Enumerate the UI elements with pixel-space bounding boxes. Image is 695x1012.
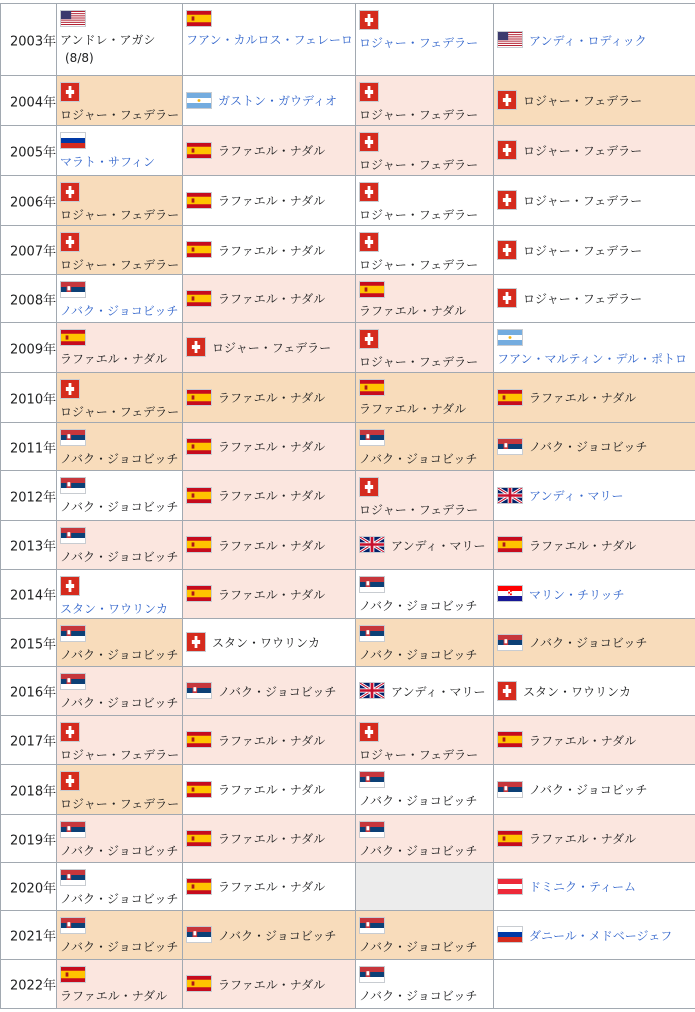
year-label: 2013年 <box>10 539 57 555</box>
es-flag-icon <box>186 389 212 406</box>
player-link[interactable]: スタン・ワウリンカ <box>60 602 169 616</box>
result-cell <box>57 960 183 1008</box>
result-cell <box>494 716 695 764</box>
table-row <box>0 423 695 471</box>
result-cell <box>183 521 356 569</box>
player-name: ロジャー・フェデラー <box>359 208 479 222</box>
es-flag-icon <box>186 142 212 159</box>
table-row <box>0 960 695 1009</box>
player-name: ラファエル・ナダル <box>218 244 326 258</box>
result-cell <box>356 471 494 520</box>
rs-flag-icon <box>359 821 385 838</box>
year-label: 2016年 <box>10 685 57 701</box>
result-cell <box>494 960 695 1008</box>
player-name: ラファエル・ナダル <box>218 832 326 846</box>
rs-flag-icon <box>60 917 86 934</box>
es-flag-icon <box>186 731 212 748</box>
es-flag-icon <box>60 966 86 983</box>
year-label: 2009年 <box>10 342 57 357</box>
es-flag-icon <box>359 379 385 396</box>
rs-flag-icon <box>60 673 86 690</box>
year-label: 2004年 <box>10 95 57 110</box>
result-cell <box>356 960 494 1008</box>
year-label: 2021年 <box>10 929 57 945</box>
player-name: ラファエル・ナダル <box>218 292 326 306</box>
gb-flag-icon <box>359 682 385 699</box>
result-cell <box>183 323 356 372</box>
ch-flag-icon <box>359 232 379 252</box>
year-cell <box>0 423 57 470</box>
result-cell <box>356 323 494 372</box>
player-name: ノバク・ジョコビッチ <box>60 550 179 564</box>
result-cell <box>356 176 494 225</box>
result-cell <box>57 863 183 910</box>
ch-flag-icon <box>497 140 517 160</box>
result-cell <box>494 226 695 274</box>
es-flag-icon <box>186 585 212 602</box>
player-name: ラファエル・ナダル <box>359 402 467 416</box>
player-name: ロジャー・フェデラー <box>60 108 180 122</box>
player-name: ラファエル・ナダル <box>529 391 637 405</box>
result-cell <box>356 423 494 470</box>
ch-flag-icon <box>359 10 379 30</box>
result-cell <box>356 716 494 764</box>
hr-flag-icon <box>497 585 523 602</box>
player-name: ノバク・ジョコビッチ <box>359 794 478 808</box>
player-name: ノバク・ジョコビッチ <box>359 599 478 613</box>
result-cell <box>183 765 356 814</box>
player-name: ラファエル・ナダル <box>218 783 326 797</box>
result-cell <box>57 667 183 715</box>
table-row <box>0 176 695 226</box>
es-flag-icon <box>186 781 212 798</box>
result-cell <box>57 176 183 225</box>
result-cell <box>183 76 356 125</box>
player-link[interactable]: マリン・チリッチ <box>529 588 625 602</box>
ch-flag-icon <box>359 722 379 742</box>
gb-flag-icon <box>359 536 385 553</box>
player-name: ラファエル・ナダル <box>218 539 326 553</box>
ch-flag-icon <box>359 132 379 152</box>
player-name: ラファエル・ナダル <box>529 832 637 846</box>
result-cell <box>494 373 695 422</box>
result-cell <box>356 4 494 75</box>
rs-flag-icon <box>60 477 86 494</box>
table-row <box>0 911 695 960</box>
ch-flag-icon <box>60 576 80 596</box>
player-name: ロジャー・フェデラー <box>60 258 180 272</box>
player-name: ロジャー・フェデラー <box>359 355 479 369</box>
player-name: ノバク・ジョコビッチ <box>529 636 648 650</box>
player-name: ラファエル・ナダル <box>359 304 467 318</box>
es-flag-icon <box>186 438 212 455</box>
player-name: アンドレ・アガシ <box>60 33 156 47</box>
result-cell <box>57 765 183 814</box>
year-cell <box>0 4 57 75</box>
player-link[interactable]: ロジャー・フェデラー <box>359 36 479 50</box>
ar-flag-icon <box>186 92 212 109</box>
result-cell <box>57 226 183 274</box>
player-name: ノバク・ジョコビッチ <box>218 685 337 699</box>
player-link[interactable]: ノバク・ジョコビッチ <box>60 304 179 318</box>
ar-flag-icon <box>497 329 523 346</box>
player-name: ラファエル・ナダル <box>529 734 637 748</box>
result-cell <box>57 716 183 764</box>
table-row <box>0 226 695 275</box>
ch-flag-icon <box>359 329 379 349</box>
year-label: 2010年 <box>10 392 57 407</box>
result-cell <box>494 275 695 322</box>
table-row <box>0 815 695 863</box>
player-link[interactable]: ダニール・メドベージェフ <box>529 929 673 943</box>
result-cell <box>183 960 356 1008</box>
year-cell <box>0 815 57 862</box>
year-label: 2019年 <box>10 833 57 848</box>
year-cell <box>0 960 57 1008</box>
result-cell <box>57 815 183 862</box>
table-row <box>0 275 695 323</box>
year-label: 2020年 <box>10 881 57 896</box>
table-row <box>0 471 695 521</box>
player-link[interactable]: ドミニク・ティーム <box>529 880 637 894</box>
result-cell <box>494 521 695 569</box>
player-name: ノバク・ジョコビッチ <box>60 844 179 858</box>
result-cell <box>494 471 695 520</box>
result-cell <box>356 126 494 175</box>
result-cell <box>356 76 494 125</box>
rs-flag-icon <box>497 781 523 798</box>
player-name: ノバク・ジョコビッチ <box>359 940 478 954</box>
table-row <box>0 570 695 619</box>
ch-flag-icon <box>497 240 517 260</box>
table-row <box>0 3 695 76</box>
es-flag-icon <box>359 281 385 298</box>
es-flag-icon <box>186 192 212 209</box>
year-cell <box>0 765 57 814</box>
ch-flag-icon <box>497 190 517 210</box>
ch-flag-icon <box>497 288 517 308</box>
player-name: ラファエル・ナダル <box>60 352 168 366</box>
player-name: ロジャー・フェデラー <box>359 108 479 122</box>
result-cell <box>183 619 356 666</box>
result-cell <box>57 521 183 569</box>
title-count-note: (8/8) <box>65 51 94 65</box>
year-cell <box>0 126 57 175</box>
player-name: ラファエル・ナダル <box>218 734 326 748</box>
year-label: 2006年 <box>10 195 57 210</box>
result-cell <box>183 126 356 175</box>
rs-flag-icon <box>60 281 86 298</box>
rs-flag-icon <box>60 821 86 838</box>
ch-flag-icon <box>359 82 379 102</box>
rs-flag-icon <box>60 869 86 886</box>
rs-flag-icon <box>497 634 523 651</box>
gb-flag-icon <box>497 487 523 504</box>
ch-flag-icon <box>359 477 379 497</box>
ch-flag-icon <box>186 632 206 652</box>
result-cell <box>57 126 183 175</box>
us-flag-icon <box>497 31 523 48</box>
es-flag-icon <box>186 487 212 504</box>
result-cell <box>57 423 183 470</box>
player-name: ロジャー・フェデラー <box>60 748 180 762</box>
table-row <box>0 521 695 570</box>
es-flag-icon <box>497 536 523 553</box>
result-cell <box>183 570 356 618</box>
year-label: 2012年 <box>10 490 57 505</box>
year-cell <box>0 667 57 715</box>
result-cell <box>183 911 356 959</box>
year-cell <box>0 521 57 569</box>
player-name: アンディ・マリー <box>391 539 486 553</box>
year-label: 2018年 <box>10 784 57 799</box>
rs-flag-icon <box>359 576 385 593</box>
player-name: アンディ・マリー <box>391 685 486 699</box>
result-cell <box>57 373 183 422</box>
player-name: ロジャー・フェデラー <box>359 748 479 762</box>
player-name: ノバク・ジョコビッチ <box>529 783 648 797</box>
result-cell <box>494 863 695 910</box>
player-name: ロジャー・フェデラー <box>60 208 180 222</box>
rs-flag-icon <box>186 926 212 943</box>
result-cell <box>57 471 183 520</box>
table-row <box>0 863 695 911</box>
result-cell <box>183 275 356 322</box>
ch-flag-icon <box>60 232 80 252</box>
player-name: ラファエル・ナダル <box>218 978 326 992</box>
result-cell <box>494 4 695 75</box>
player-name: ロジャー・フェデラー <box>212 341 332 355</box>
year-cell <box>0 176 57 225</box>
year-cell <box>0 471 57 520</box>
year-cell <box>0 619 57 666</box>
ch-flag-icon <box>60 379 80 399</box>
player-name: ノバク・ジョコビッチ <box>60 500 179 514</box>
es-flag-icon <box>186 290 212 307</box>
player-name: ロジャー・フェデラー <box>523 144 643 158</box>
result-cell <box>57 323 183 372</box>
player-name: ラファエル・ナダル <box>218 440 326 454</box>
player-name: ラファエル・ナダル <box>218 144 326 158</box>
year-label: 2005年 <box>10 145 57 160</box>
player-name: ノバク・ジョコビッチ <box>359 452 478 466</box>
year-cell <box>0 76 57 125</box>
table-row <box>0 667 695 716</box>
result-cell <box>356 815 494 862</box>
player-name: スタン・ワウリンカ <box>212 636 321 650</box>
at-flag-icon <box>497 878 523 895</box>
player-link[interactable]: アンディ・ロディック <box>529 34 647 48</box>
result-cell <box>494 667 695 715</box>
result-cell <box>356 911 494 959</box>
table-row <box>0 619 695 667</box>
player-name: ノバク・ジョコビッチ <box>60 648 179 662</box>
player-name: ノバク・ジョコビッチ <box>218 929 337 943</box>
rs-flag-icon <box>359 429 385 446</box>
rs-flag-icon <box>359 625 385 642</box>
ch-flag-icon <box>60 82 80 102</box>
result-cell <box>183 815 356 862</box>
es-flag-icon <box>186 536 212 553</box>
result-cell <box>494 423 695 470</box>
player-name: ロジャー・フェデラー <box>359 158 479 172</box>
year-cell <box>0 373 57 422</box>
year-label: 2011年 <box>10 441 57 456</box>
us-flag-icon <box>60 10 86 27</box>
es-flag-icon <box>497 389 523 406</box>
player-name: ロジャー・フェデラー <box>60 797 180 811</box>
result-cell <box>356 373 494 422</box>
ch-flag-icon <box>60 182 80 202</box>
player-name: ロジャー・フェデラー <box>523 194 643 208</box>
result-cell <box>183 471 356 520</box>
player-name: ノバク・ジョコビッチ <box>359 989 478 1003</box>
player-name: スタン・ワウリンカ <box>523 685 632 699</box>
player-name: ロジャー・フェデラー <box>523 94 643 108</box>
ch-flag-icon <box>186 337 206 357</box>
player-name: ラファエル・ナダル <box>60 989 168 1003</box>
result-cell <box>494 911 695 959</box>
table-row <box>0 76 695 126</box>
player-link[interactable]: ガストン・ガウディオ <box>218 94 338 108</box>
ru-flag-icon <box>60 132 86 149</box>
rs-flag-icon <box>60 527 86 544</box>
player-name: ロジャー・フェデラー <box>60 405 180 419</box>
result-cell <box>183 176 356 225</box>
result-cell <box>183 667 356 715</box>
result-cell <box>356 863 494 910</box>
player-name: ロジャー・フェデラー <box>523 244 643 258</box>
ch-flag-icon <box>497 90 517 110</box>
rs-flag-icon <box>359 771 385 788</box>
player-name: ノバク・ジョコビッチ <box>359 844 478 858</box>
ch-flag-icon <box>60 771 80 791</box>
result-cell <box>57 76 183 125</box>
ch-flag-icon <box>359 182 379 202</box>
es-flag-icon <box>186 241 212 258</box>
result-cell <box>356 765 494 814</box>
result-cell <box>494 176 695 225</box>
year-label: 2008年 <box>10 293 57 308</box>
result-cell <box>494 619 695 666</box>
result-cell <box>57 570 183 618</box>
player-name: ラファエル・ナダル <box>218 588 326 602</box>
es-flag-icon <box>497 731 523 748</box>
es-flag-icon <box>186 10 212 27</box>
es-flag-icon <box>497 830 523 847</box>
year-label: 2003年 <box>10 34 57 49</box>
table-row <box>0 373 695 423</box>
year-label: 2014年 <box>10 588 57 604</box>
rs-flag-icon <box>359 917 385 934</box>
result-cell <box>356 619 494 666</box>
rs-flag-icon <box>497 438 523 455</box>
result-cell <box>57 275 183 322</box>
table-row <box>0 126 695 176</box>
player-name: ノバク・ジョコビッチ <box>60 940 179 954</box>
es-flag-icon <box>186 830 212 847</box>
result-cell <box>183 423 356 470</box>
result-cell <box>57 4 183 75</box>
player-name: ロジャー・フェデラー <box>359 258 479 272</box>
player-name: ロジャー・フェデラー <box>359 503 479 517</box>
year-cell <box>0 716 57 764</box>
player-link[interactable]: フアン・マルティン・デル・ポトロ <box>497 352 687 366</box>
year-label: 2007年 <box>10 244 57 260</box>
result-cell <box>183 226 356 274</box>
player-name: ノバク・ジョコビッチ <box>60 696 179 710</box>
result-cell <box>356 521 494 569</box>
ch-flag-icon <box>497 681 517 701</box>
player-name: ラファエル・ナダル <box>218 489 326 503</box>
result-cell <box>183 863 356 910</box>
year-label: 2015年 <box>10 637 57 652</box>
result-cell <box>494 76 695 125</box>
player-name: ノバク・ジョコビッチ <box>529 440 648 454</box>
result-cell <box>494 126 695 175</box>
rs-flag-icon <box>359 966 385 983</box>
year-cell <box>0 863 57 910</box>
year-label: 2022年 <box>10 978 57 994</box>
result-cell <box>356 226 494 274</box>
result-cell <box>183 4 356 75</box>
year-cell <box>0 275 57 322</box>
result-cell <box>356 667 494 715</box>
player-name: ノバク・ジョコビッチ <box>60 892 179 906</box>
year-cell <box>0 570 57 618</box>
rs-flag-icon <box>186 682 212 699</box>
ru-flag-icon <box>497 926 523 943</box>
player-name: ラファエル・ナダル <box>218 194 326 208</box>
player-name: ラファエル・ナダル <box>529 539 637 553</box>
player-name: ロジャー・フェデラー <box>523 292 643 306</box>
year-cell <box>0 226 57 274</box>
result-cell <box>494 765 695 814</box>
player-link[interactable]: フアン・カルロス・フェレーロ <box>186 33 353 47</box>
year-cell <box>0 323 57 372</box>
es-flag-icon <box>60 329 86 346</box>
player-name: ノバク・ジョコビッチ <box>359 648 478 662</box>
result-cell <box>356 570 494 618</box>
result-cell <box>183 716 356 764</box>
table-row <box>0 716 695 765</box>
result-cell <box>494 323 695 372</box>
year-label: 2017年 <box>10 734 57 750</box>
result-cell <box>183 373 356 422</box>
player-link[interactable]: アンディ・マリー <box>529 489 624 503</box>
rs-flag-icon <box>60 429 86 446</box>
player-name: ノバク・ジョコビッチ <box>60 452 179 466</box>
table-row <box>0 323 695 373</box>
result-cell <box>494 570 695 618</box>
player-link[interactable]: マラト・サフィン <box>60 155 156 169</box>
player-name: ラファエル・ナダル <box>218 391 326 405</box>
year-cell <box>0 911 57 959</box>
result-cell <box>57 911 183 959</box>
player-name: ラファエル・ナダル <box>218 880 326 894</box>
ch-flag-icon <box>60 722 80 742</box>
es-flag-icon <box>186 878 212 895</box>
table-row <box>0 765 695 815</box>
rs-flag-icon <box>60 625 86 642</box>
es-flag-icon <box>186 975 212 992</box>
result-cell <box>494 815 695 862</box>
result-cell <box>57 619 183 666</box>
result-cell <box>356 275 494 322</box>
